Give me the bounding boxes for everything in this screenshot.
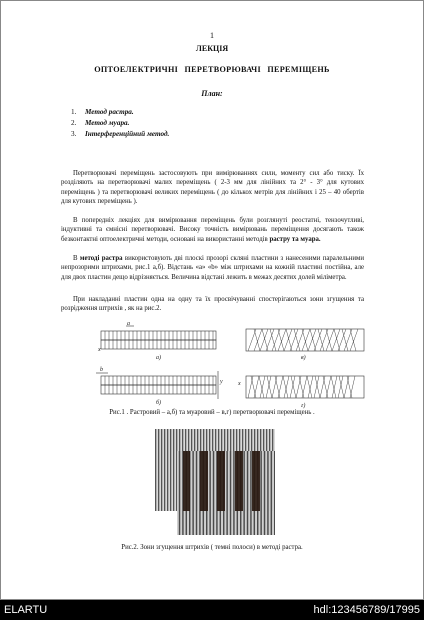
paragraph-methods: В попередніх лекціях для вимірювання переміщень були розглянуті реостатні, тензочутливі, індуктивні та ємнісні перетворювачі. Високу точність вимірювань переміщення досягають також безконтактні оптоелектричні методи, основані на використанні методів растру та муара.: [61, 217, 364, 243]
fig1-mark-a: а: [127, 321, 130, 327]
fig1-label-g: г): [301, 403, 306, 409]
figure2-caption: Рис.2. Зони згущення штрихів ( темні полоси) в методі растра.: [121, 544, 303, 551]
plan-item: 2. Метод муара.: [71, 119, 130, 127]
fig1-mark-y: y: [220, 379, 223, 385]
footer-bar: [0, 600, 424, 620]
paragraph-intro: Перетворювачі переміщень застосовують при вимірюваннях сили, моменту сил або тиску. Їх розділяють на перетворювачі малих переміщень ( 2-3 мм для лінійних та 2° - 3° для кутових переміщень ) та перетворювачі великих переміщень ( до кількох метрів для лінійних і 25 – 40 обертів для кутових переміщень ).: [61, 170, 364, 206]
fig1-label-v: в): [301, 355, 306, 361]
plan-item: 3. Інтерференційний метод.: [71, 130, 170, 138]
paragraph-raster-method: В методі растра використовують дві плоскі прозорі скляні пластини з нанесеними паралельними непрозорими штрихами, рис.1 а,б). Відстань «a» «b» між штрихами на кожній пластині постійна, але для двох пластин дещо відрізняється. Величина відстані лежить в межах десятих долей міліметра.: [61, 255, 364, 281]
fig1-mark-x1: x: [98, 347, 101, 353]
paragraph-overlay: При накладанні пластин одна на одну та їх просвічуванні спостерігаються зони згущення та розрідження штрихів , як на рис.2.: [61, 296, 364, 313]
footer-handle: hdl:123456789/17995: [313, 604, 420, 616]
fig1-mark-x2: x: [238, 381, 241, 387]
fig1-mark-b: b: [100, 367, 103, 373]
figure-moire-fringes: [155, 429, 275, 537]
plan-heading: План:: [201, 89, 223, 98]
fig1-label-b: б): [156, 400, 162, 406]
plan-list: [71, 107, 169, 140]
figure1-caption: Рис.1 . Растровий – а,б) та муаровий – в,г) перетворювачі переміщень .: [109, 409, 315, 416]
lecture-heading: ЛЕКЦІЯ: [195, 44, 229, 53]
figure-raster-moire-diagram: [96, 321, 372, 416]
footer-repository-name: ELARTU: [4, 604, 48, 616]
plan-item: 1. Метод растра.: [71, 108, 134, 116]
page-number: 1: [210, 31, 214, 40]
fig1-label-a: а): [156, 355, 161, 361]
document-title: ОПТОЕЛЕКТРИЧНІ ПЕРЕТВОРЮВАЧІ ПЕРЕМІЩЕНЬ: [94, 65, 330, 74]
